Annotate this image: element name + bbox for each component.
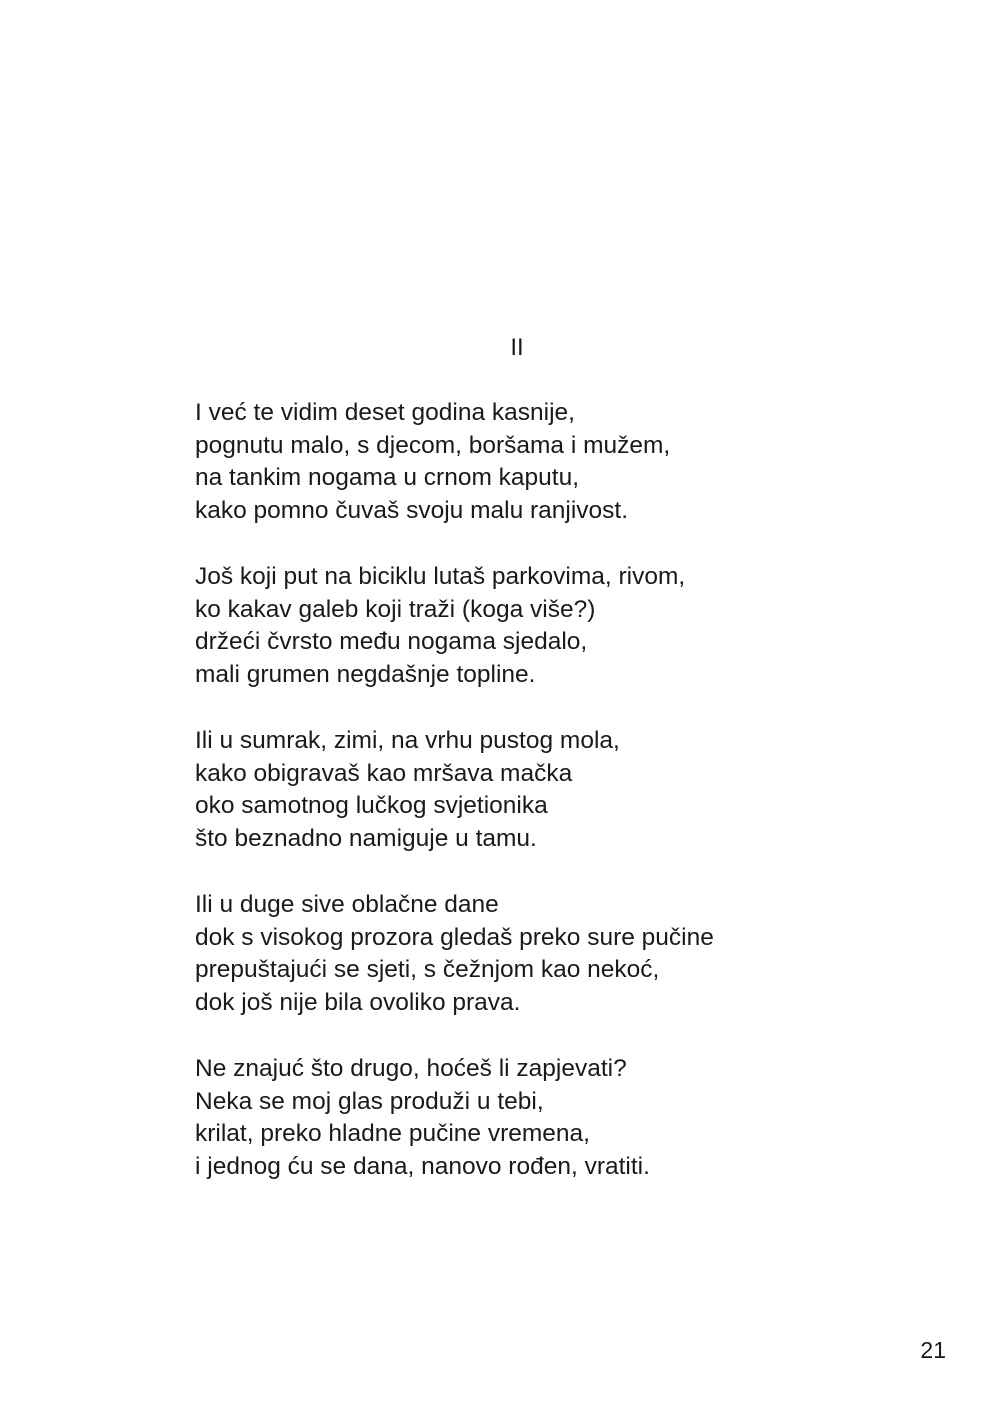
poem-line: dok s visokog prozora gledaš preko sure pučine <box>195 923 714 951</box>
stanza <box>195 561 895 691</box>
poem-line: kako pomno čuvaš svoju malu ranjivost. <box>195 496 629 524</box>
poem-line: Ili u duge sive oblačne dane <box>195 891 499 918</box>
poem-line: dok još nije bila ovoliko prava. <box>195 988 521 1016</box>
stanza <box>195 725 895 855</box>
stanza <box>195 889 895 1019</box>
poem-line: krilat, preko hladne pučine vremena, <box>195 1120 590 1147</box>
poem-line: ko kakav galeb koji traži (koga više?) <box>195 595 596 623</box>
stanza <box>195 397 895 527</box>
poem-line: Ili u sumrak, zimi, na vrhu pustog mola, <box>195 727 620 754</box>
poem-line: I već te vidim deset godina kasnije, <box>195 399 575 426</box>
section-number: II <box>510 334 524 361</box>
poem-line: Ne znajuć što drugo, hoćeš li zapjevati? <box>195 1055 627 1082</box>
poem-line: i jednog ću se dana, nanovo rođen, vratiti. <box>195 1152 650 1180</box>
poem-line: držeći čvrsto među nogama sjedalo, <box>195 628 588 655</box>
poem-line: Još koji put na biciklu lutaš parkovima, rivom, <box>195 563 686 590</box>
poem-line: na tankim nogama u crnom kaputu, <box>195 464 580 491</box>
poem <box>195 397 895 1217</box>
poem-line: pognutu malo, s djecom, boršama i mužem, <box>195 431 671 459</box>
poem-line: oko samotnog lučkog svjetionika <box>195 792 548 819</box>
poem-line: Neka se moj glas produži u tebi, <box>195 1087 544 1115</box>
stanza <box>195 1053 895 1183</box>
poem-line: mali grumen negdašnje topline. <box>195 660 536 688</box>
poem-line: kako obigravaš kao mršava mačka <box>195 759 573 787</box>
poem-line: prepuštajući se sjeti, s čežnjom kao nekoć, <box>195 956 660 983</box>
poem-line: što beznadno namiguje u tamu. <box>195 824 537 852</box>
page-number: 21 <box>920 1337 946 1363</box>
